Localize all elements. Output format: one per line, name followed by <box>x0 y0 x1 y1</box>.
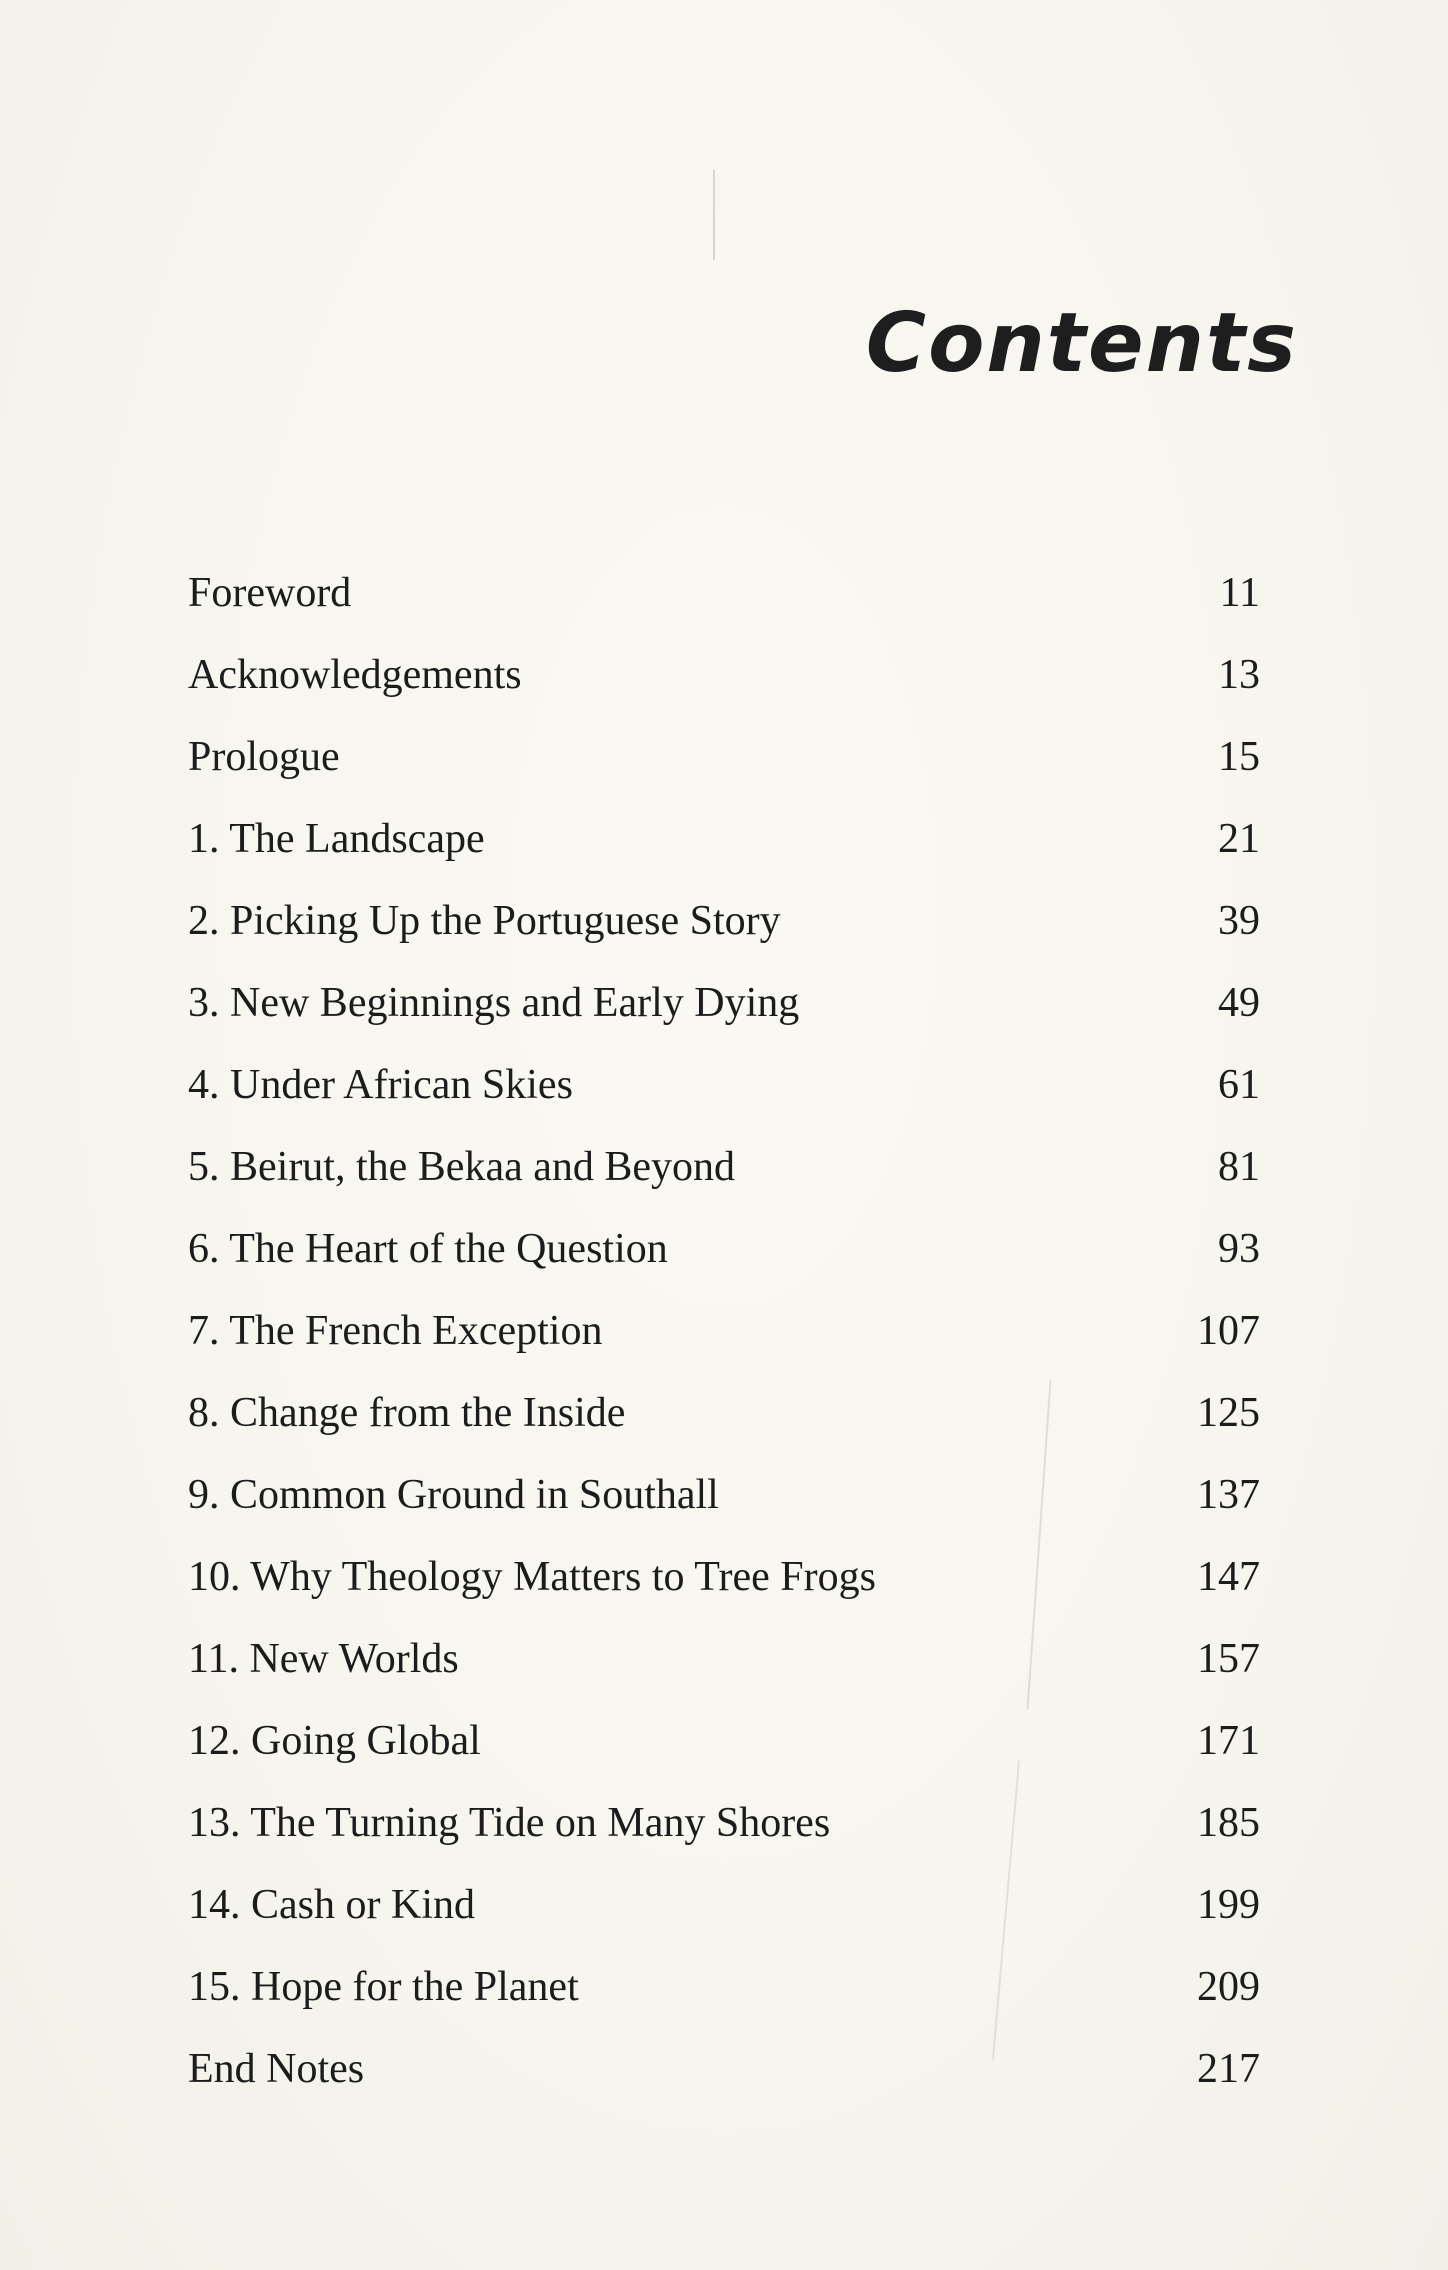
toc-entry-title: 7. The French Exception <box>188 1308 603 1354</box>
toc-entry-title: Foreword <box>188 570 352 616</box>
toc-entry-title: Prologue <box>188 734 340 780</box>
toc-entry-page: 147 <box>1197 1554 1260 1600</box>
toc-entry <box>188 973 1260 1033</box>
toc-entry <box>188 1629 1260 1689</box>
toc-entry-page: 125 <box>1197 1390 1260 1436</box>
toc-entry-page: 81 <box>1218 1144 1260 1190</box>
toc-entry <box>188 1793 1260 1853</box>
toc-entry-title: 8. Change from the Inside <box>188 1390 626 1436</box>
toc-entry-title: 6. The Heart of the Question <box>188 1226 668 1272</box>
toc-entry-page: 157 <box>1197 1636 1260 1682</box>
toc-entry-title: 5. Beirut, the Bekaa and Beyond <box>188 1144 736 1190</box>
toc-entry-page: 11 <box>1219 570 1260 616</box>
toc-entry-page: 137 <box>1197 1472 1260 1518</box>
toc-entry-page: 217 <box>1197 2046 1260 2092</box>
toc-entry <box>188 1137 1260 1197</box>
toc-entry-page: 49 <box>1218 980 1260 1026</box>
toc-entry-page: 107 <box>1197 1308 1260 1354</box>
toc-entry <box>188 1219 1260 1279</box>
toc-entry-page: 185 <box>1197 1800 1260 1846</box>
toc-entry <box>188 563 1260 623</box>
page-title: Contents <box>865 295 1298 391</box>
toc-entry <box>188 1547 1260 1607</box>
toc-entry <box>188 1711 1260 1771</box>
toc-entry-title: 1. The Landscape <box>188 816 485 862</box>
toc-entry-page: 15 <box>1218 734 1260 780</box>
toc-entry-title: 14. Cash or Kind <box>188 1882 475 1928</box>
toc-entry-title: 11. New Worlds <box>188 1636 459 1682</box>
toc-entry-page: 93 <box>1218 1226 1260 1272</box>
toc-entry-title: 2. Picking Up the Portuguese Story <box>188 898 781 944</box>
toc-entry <box>188 891 1260 951</box>
toc-entry-title: 10. Why Theology Matters to Tree Frogs <box>188 1554 876 1600</box>
toc-entry-page: 209 <box>1197 1964 1260 2010</box>
toc-entry-title: Acknowledgements <box>188 652 522 698</box>
toc-entry-page: 13 <box>1218 652 1260 698</box>
toc-entry <box>188 1875 1260 1935</box>
toc-entry <box>188 727 1260 787</box>
toc-entry-page: 199 <box>1197 1882 1260 1928</box>
toc-entry <box>188 645 1260 705</box>
toc-entry <box>188 1465 1260 1525</box>
toc-entry <box>188 2039 1260 2099</box>
toc-entry-page: 61 <box>1218 1062 1260 1108</box>
toc-entry-page: 171 <box>1197 1718 1260 1764</box>
toc-entry-title: 4. Under African Skies <box>188 1062 573 1108</box>
toc-entry <box>188 1301 1260 1361</box>
toc-entry <box>188 1383 1260 1443</box>
toc-entry <box>188 1055 1260 1115</box>
toc-entry-title: 9. Common Ground in Southall <box>188 1472 719 1518</box>
toc-entry-page: 21 <box>1218 816 1260 862</box>
toc-entry-title: 3. New Beginnings and Early Dying <box>188 980 800 1026</box>
toc-entry-title: 15. Hope for the Planet <box>188 1964 579 2010</box>
toc-entry-title: End Notes <box>188 2046 365 2092</box>
toc-entry-title: 13. The Turning Tide on Many Shores <box>188 1800 831 1846</box>
toc-entry <box>188 809 1260 869</box>
toc-entry-title: 12. Going Global <box>188 1718 481 1764</box>
toc-entry <box>188 1957 1260 2017</box>
toc-entry-page: 39 <box>1218 898 1260 944</box>
